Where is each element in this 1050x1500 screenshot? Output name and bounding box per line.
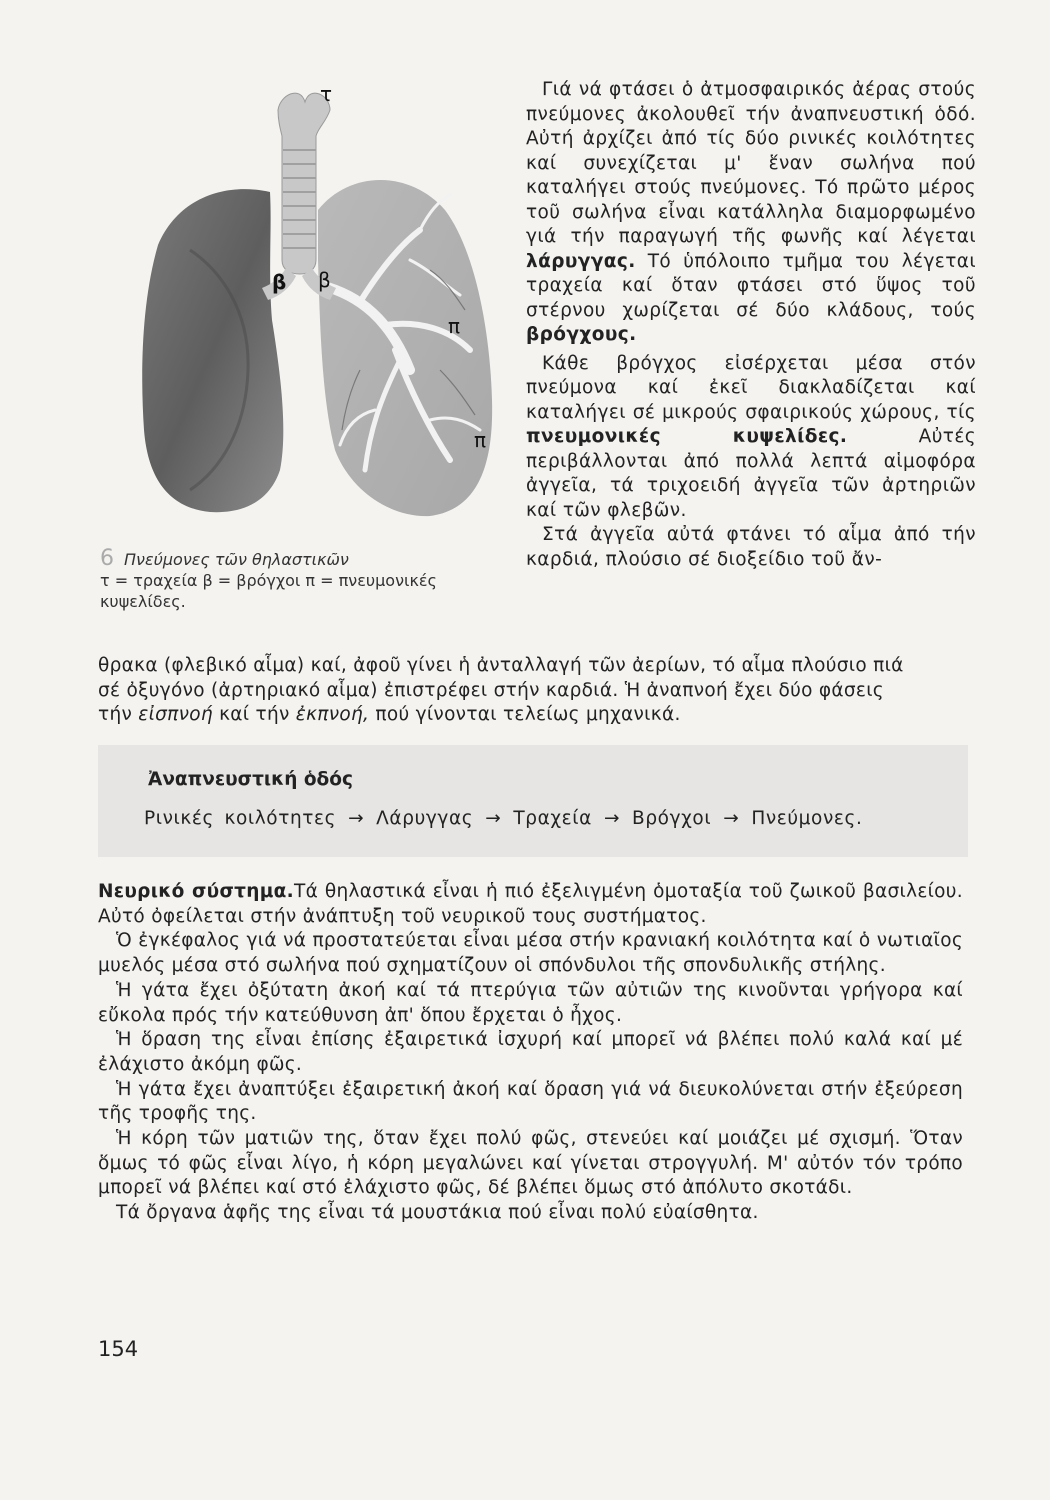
paragraph-sight: Ἡ ὅραση της εἶναι ἐπίσης ἐξαιρετικά ἰσχυρή καί μπορεῖ νά βλέπει πολύ καλά καί μέ ἐλάχιστο ἀκόμη φῶς. bbox=[98, 1029, 963, 1075]
paragraph-pupil: Ἡ κόρη τῶν ματιῶν της, ὅταν ἔχει πολύ φῶς, στενεύει καί μοιάζει μέ σχισμή. Ὅταν ὅμως τό φῶς εἶναι λίγο, ἡ κόρη μεγαλώνει καί γίνεται στρογγυλή. Μ' αὐτόν τόν τρόπο μπορεῖ νά βλέπει καί στό ἐλάχιστο φῶς, δέ βλέπει ὅμως στό ἀπόλυτο σκοτάδι. bbox=[98, 1128, 963, 1199]
step-larynx: Λάρυγγας bbox=[376, 808, 474, 829]
paragraph-hearing: Ἡ γάτα ἔχει ὀξύτατη ἀκοή καί τά πτερύγια τῶν αὐτιῶν της κινοῦνται γρήγορα καί εὔκολα πρός τήν κατεύθυνση ἀπ' ὅπου ἔρχεται ὁ ἦχος. bbox=[98, 979, 963, 1026]
arrow-icon: → bbox=[348, 808, 365, 829]
step-lungs: Πνεύμονες. bbox=[751, 808, 863, 829]
label-trachea: τ bbox=[320, 82, 333, 106]
respiratory-path-box bbox=[98, 745, 968, 857]
figure-caption bbox=[100, 548, 520, 612]
arrow-icon: → bbox=[485, 808, 502, 829]
respiration-text bbox=[526, 78, 976, 572]
respiratory-path-chain bbox=[144, 808, 862, 829]
nervous-system-section bbox=[98, 880, 963, 1226]
paragraph-brain: Ὁ ἐγκέφαλος γιά νά προστατεύεται εἶναι μέσα στήν κρανιακή κοιλότητα καί ὁ νωτιαῖος μυελός μέσα στό σωλήνα πού σχηματίζουν οἱ σπόνδυλοι τῆς σπονδυλικῆς στήλης. bbox=[98, 930, 963, 977]
paragraph-bronchi: Κάθε βρόγχος εἰσέρχεται μέσα στόν πνεύμονα καί ἐκεῖ διακλαδίζεται καί καταλήγει σέ μικρούς σφαιρικούς χώρους, τίς πνευμονικές κυψελίδες. Αὐτές περιβάλλονται ἀπό πολλά λεπτά αἱμοφόρα ἀγγεῖα, τά τριχοειδή ἀγγεῖα τῶν ἀρτηριῶν καί τῶν φλεβῶν. bbox=[526, 352, 976, 521]
paragraph-touch: Τά ὄργανα ἁφῆς της εἶναι τά μουστάκια πού εἶναι πολύ εὐαίσθητα. bbox=[116, 1202, 759, 1224]
arrow-icon: → bbox=[603, 808, 621, 829]
step-trachea: Τραχεία bbox=[513, 808, 592, 829]
label-bronchus-left: β bbox=[272, 270, 287, 294]
paragraph-food: Ἡ γάτα ἔχει ἀναπτύξει ἐξαιρετική ἀκοή καί ὅραση γιά νά διευκολύνεται στήν ἐξεύρεση τῆς τροφῆς της. bbox=[98, 1078, 963, 1125]
caption-legend: τ = τραχεία β = βρόγχοι π = πνευμονικές bbox=[100, 571, 437, 590]
caption-number: 6 bbox=[100, 546, 114, 571]
section-heading: Νευρικό σύστημα. bbox=[98, 881, 295, 902]
step-nasal: Ρινικές κοιλότητες bbox=[144, 808, 337, 829]
step-bronchi: Βρόγχοι bbox=[632, 808, 712, 829]
lungs-figure bbox=[130, 70, 510, 550]
caption-legend-end: κυψελίδες. bbox=[100, 592, 186, 611]
left-lung bbox=[142, 189, 283, 512]
nervous-intro: Νευρικό σύστημα.Τά θηλαστικά εἶναι ἡ πιό ἐξελιγμένη ὁμοταξία τοῦ ζωικοῦ βασιλείου. Αὐτό ὀφείλεται στήν ἀνάπτυξη τοῦ νευρικοῦ τους συστήματος. bbox=[98, 881, 963, 927]
respiration-continuation: θρακα (φλεβικό αἷμα) καί, ἀφοῦ γίνει ἡ ἀνταλλαγή τῶν ἀερίων, τό αἷμα πλούσιο πιά σέ ὀξυγόνο (ἀρτηριακό αἷμα) ἐπιστρέφει στήν καρδιά. Ἡ ἀναπνοή ἔχει δύο φάσεις τήν εἰσπνοή καί τήν ἐκπνοή, πού γίνονται τελείως μηχανικά. bbox=[98, 655, 904, 725]
label-alveoli-bottom: π bbox=[474, 428, 487, 452]
label-alveoli-top: π bbox=[448, 314, 461, 338]
caption-title: Πνεύμονες τῶν θηλαστικῶν bbox=[124, 550, 349, 569]
label-bronchus-right: β bbox=[318, 268, 331, 292]
paragraph-blood: Στά ἀγγεῖα αὐτά φτάνει τό αἷμα ἀπό τήν καρδιά, πλούσιο σέ διοξείδιο τοῦ ἄν- bbox=[526, 524, 976, 570]
lungs-illustration bbox=[130, 70, 510, 550]
respiratory-path-title: Ἀναπνευστική ὁδός bbox=[148, 769, 353, 790]
paragraph-airway: Γιά νά φτάσει ὁ ἀτμοσφαιρικός ἀέρας στούς πνεύμονες ἀκολουθεῖ τήν ἀναπνευστική ὁδό. Αὐτή ἀρχίζει ἀπό τίς δύο ρινικές κοιλότητες καί συνεχίζεται μ' ἕναν σωλήνα πού καταλήγει στούς πνεύμονες. Τό πρῶτο μέρος τοῦ σωλήνα εἶναι κατάλληλα διαμορφωμένο γιά τήν παραγωγή τῆς φωνῆς καί λέγεται λάρυγγας. Τό ὑπόλοιπο τμῆμα του λέγεται τραχεία καί ὅταν φτάσει στό ὕψος τοῦ στέρνου χωρίζεται σέ δύο κλάδους, τούς βρόγχους. bbox=[526, 79, 976, 345]
page-number: 154 bbox=[98, 1337, 139, 1361]
arrow-icon: → bbox=[723, 808, 740, 829]
